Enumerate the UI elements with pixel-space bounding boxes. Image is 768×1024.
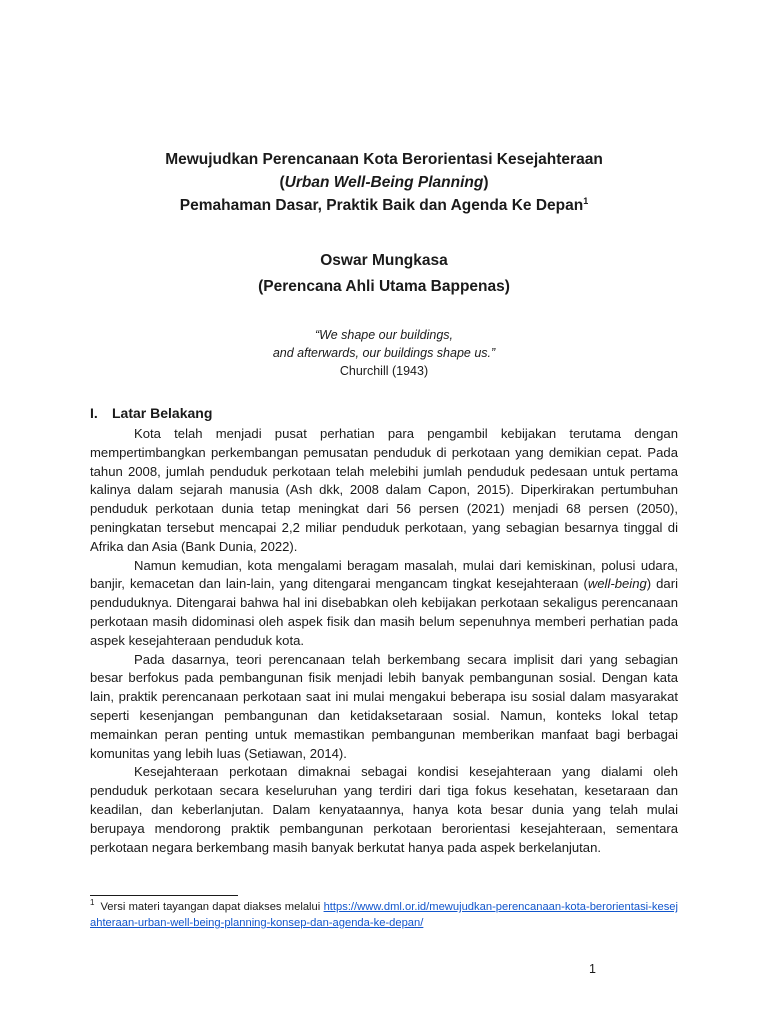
title-line-1: Mewujudkan Perencanaan Kota Berorientasi Kesejahteraan: [165, 151, 603, 168]
footnote-marker: 1: [90, 898, 95, 908]
paragraph-2-part-2: ) dari penduduknya. Ditengarai bahwa hal ini disebabkan oleh kebijakan perkotaan sekaligus perencanaan perkotaan masih didominasi oleh aspek fisik dan masih belum sepenuhnya memberi perhatian pada aspek kesejahteraan penduduk kota.: [90, 576, 678, 648]
document-title: [90, 148, 678, 217]
section-title: Latar Belakang: [112, 405, 213, 421]
title-footnote-marker[interactable]: 1: [583, 195, 589, 206]
author-affiliation: (Perencana Ahli Utama Bappenas): [258, 278, 510, 295]
footnote: [90, 899, 678, 931]
title-paren-close: ): [483, 174, 489, 191]
quote-line-1: “We shape our buildings,: [314, 328, 454, 342]
footnote-text: Versi materi tayangan dapat diakses melalui: [100, 901, 321, 913]
page-number: 1: [589, 962, 596, 976]
section-number: I.: [90, 405, 98, 421]
quote-attribution: Churchill (1943): [339, 364, 429, 378]
subtitle-text: Pemahaman Dasar, Praktik Baik dan Agenda Ke Depan: [179, 197, 584, 214]
title-line-2: [90, 171, 678, 194]
title-line-3: [90, 194, 678, 217]
author-name: Oswar Mungkasa: [320, 252, 448, 269]
paragraph-4: Kesejahteraan perkotaan dimaknai sebagai kondisi kesejahteraan yang dialami oleh penduduk perkotaan secara keseluruhan yang terdiri dari tiga fokus kesehatan, kesetaraan dan keadilan, dan keberlanjutan. Dalam kenyataannya, hanya kota besar dunia yang telah mulai berupaya mendorong praktik pembangunan perkotaan berorientasi kesejahteraan, sementara perkotaan negara berkembang masih banyak berkutat hanya pada aspek berkelanjutan.: [90, 764, 678, 855]
body-text: [90, 425, 678, 857]
quote-line-2: and afterwards, our buildings shape us.”: [272, 346, 496, 360]
paragraph-2-part-1: Namun kemudian, kota mengalami beragam masalah, mulai dari kemiskinan, polusi udara, banjir, kemacetan dan lain-lain, yang ditengarai mengancam tingkat kesejahteraan (: [90, 557, 678, 592]
title-english-term: Urban Well-Being Planning: [284, 174, 484, 191]
paragraph-2: [90, 557, 678, 651]
paragraph-2-italic-term: well-being: [587, 576, 647, 592]
epigraph-quote: [90, 326, 678, 380]
author-block: [90, 248, 678, 300]
title-paren-open: (: [279, 174, 285, 191]
footnote-separator: [90, 895, 238, 896]
section-heading: [90, 403, 212, 423]
paragraph-3: Pada dasarnya, teori perencanaan telah berkembang secara implisit dari yang sebagian besar berfokus pada pembangunan fisik menjadi lebih banyak pembangunan sosial. Dengan kata lain, praktik perencanaan perkotaan saat ini mulai mengakui beberapa isu sosial dalam masyarakat seperti kesenjangan pembangunan dan ketidaksetaraan sosial. Namun, konteks lokal tetap memainkan peran penting untuk memastikan pembangunan memberikan manfaat bagi berbagai komunitas yang lebih luas (Setiawan, 2014).: [90, 651, 678, 761]
footnote-link[interactable]: https://www.dml.or.id/mewujudkan-perencanaan-kota-berorientasi-kesejahteraan-urban-well-being-planning-konsep-dan-agenda-ke-depan/: [90, 901, 679, 929]
paragraph-1: Kota telah menjadi pusat perhatian para pengambil kebijakan terutama dengan mempertimbangkan perkembangan pemusatan penduduk di perkotaan yang demikian cepat. Pada tahun 2008, jumlah penduduk perkotaan telah melebihi jumlah penduduk pedesaan untuk pertama kalinya dalam sejarah manusia (Ash dkk, 2008 dalam Capon, 2015). Diperkirakan pertumbuhan penduduk perkotaan dunia tetap meningkat dari 56 persen (2021) menjadi 68 persen (2050), peningkatan tersebut mencapai 2,2 miliar penduduk perkotaan, yang sebagian besarnya tinggal di Afrika dan Asia (Bank Dunia, 2022).: [90, 426, 678, 554]
